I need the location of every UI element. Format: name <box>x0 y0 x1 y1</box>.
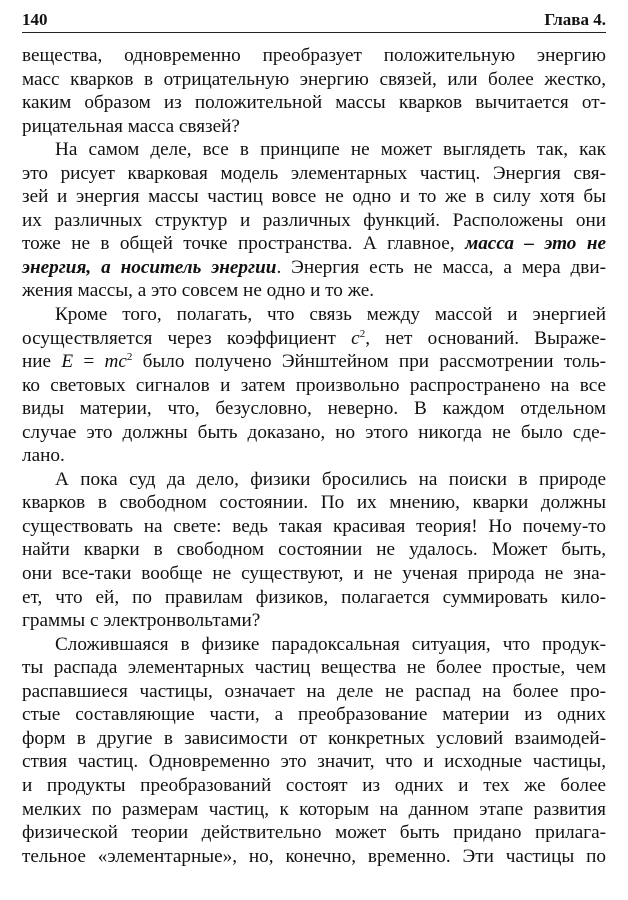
text-line: осуществляется через коэффициент $c^2$, нет оснований. Выраже- <box>22 327 606 349</box>
text-line: масс кварков в отрицательную энергию связей, или более жестко, <box>22 68 606 90</box>
text-line: ты распада элементарных частиц вещества не более простые, чем <box>22 657 606 679</box>
text-line: вещества, одновременно преобразует положительную энергию <box>22 45 606 66</box>
text-line: виды материи, что, безусловно, неверно. В каждом отдельном <box>22 398 606 420</box>
text-line: ко световых сигналов и затем произвольно распространено на все <box>22 374 606 396</box>
text-line: физической теории действительно может быть придано прилага- <box>22 822 606 844</box>
text-line: каким образом из положительной массы кварков вычитается от- <box>22 92 606 114</box>
text-line: форм в другие в зависимости от конкретных условий взаимодей- <box>22 727 606 749</box>
text-line: тоже не в общей точке пространства. А главное, масса – это не <box>22 233 606 255</box>
formula-exponent: 2 <box>126 351 133 364</box>
paragraph-end-line: жения массы, а это совсем не одно и то же. <box>22 280 375 302</box>
paragraph-start-line: Кроме того, полагать, что связь между массой и энергией <box>55 304 606 326</box>
text-line: существовать на свете: ведь такая красивая теория! Но почему-то <box>22 515 606 537</box>
text-line: энергия, а носитель энергии. Энергия есть не масса, а мера дви- <box>22 256 606 278</box>
text-line: найти кварки в свободном состоянии не удалось. Может быть, <box>22 539 606 561</box>
text-line: ет, что ей, по правилам физиков, полагается суммировать кило- <box>22 586 606 608</box>
formula-var: mc <box>104 351 127 373</box>
text-line: их различных структур и различных функций. Расположены они <box>22 209 606 231</box>
text-line: мелких по размерам частиц, к которым на данном этапе развития <box>22 798 606 820</box>
chapter-title: Глава 4. <box>544 10 606 29</box>
text-line: кварков в свободном состоянии. По их мнению, кварки должны <box>22 492 606 514</box>
formula-exponent: 2 <box>359 327 366 340</box>
text-line: распавшиеся частицы, означает на деле не распад на более про- <box>22 680 606 702</box>
paragraph-start-line: На самом деле, все в принципе не может выглядеть так, как <box>55 139 606 161</box>
paragraph-end-line: граммы с электронвольтами? <box>22 610 261 632</box>
emphasis-text: энергия, а носитель энергии <box>22 256 277 278</box>
text-line: ние $E = mc^2$ было получено Эйнштейном при рассмотрении толь- <box>22 351 606 373</box>
text-line: и продукты преобразований состоят из одних и тех же более <box>22 774 606 796</box>
emphasis-text: масса – это не <box>465 233 606 255</box>
paragraph-start-line: Сложившаяся в физике парадоксальная ситуация, что продук- <box>55 633 606 655</box>
paragraph-end-line: лано. <box>22 445 65 467</box>
text-line: случае это должны быть доказано, но этого никогда не было сде- <box>22 421 606 443</box>
page-number: 140 <box>22 10 48 29</box>
formula-var: c <box>351 327 360 349</box>
text-line: зей и энергия массы частиц вовсе не одно и то же в силу хотя бы <box>22 186 606 208</box>
text-line: это рисует кварковая модель элементарных частиц. Энергия свя- <box>22 162 606 184</box>
text-line: ствия частиц. Одновременно это значит, что и исходные частицы, <box>22 751 606 773</box>
paragraph-start-line: А пока суд да дело, физики бросились на поиски в природе <box>55 468 606 490</box>
text-line: они все-таки вообще не существуют, и не ученая природа не зна- <box>22 563 606 585</box>
text-line: тельное «элементарные», но, конечно, временно. Эти частицы по <box>22 845 606 867</box>
running-header <box>22 8 606 33</box>
text-line: стые составляющие части, а преобразование материи из одних <box>22 704 606 726</box>
paragraph-end-line: рицательная масса связей? <box>22 115 240 137</box>
formula-var: E <box>61 351 74 373</box>
page-body <box>22 44 606 868</box>
